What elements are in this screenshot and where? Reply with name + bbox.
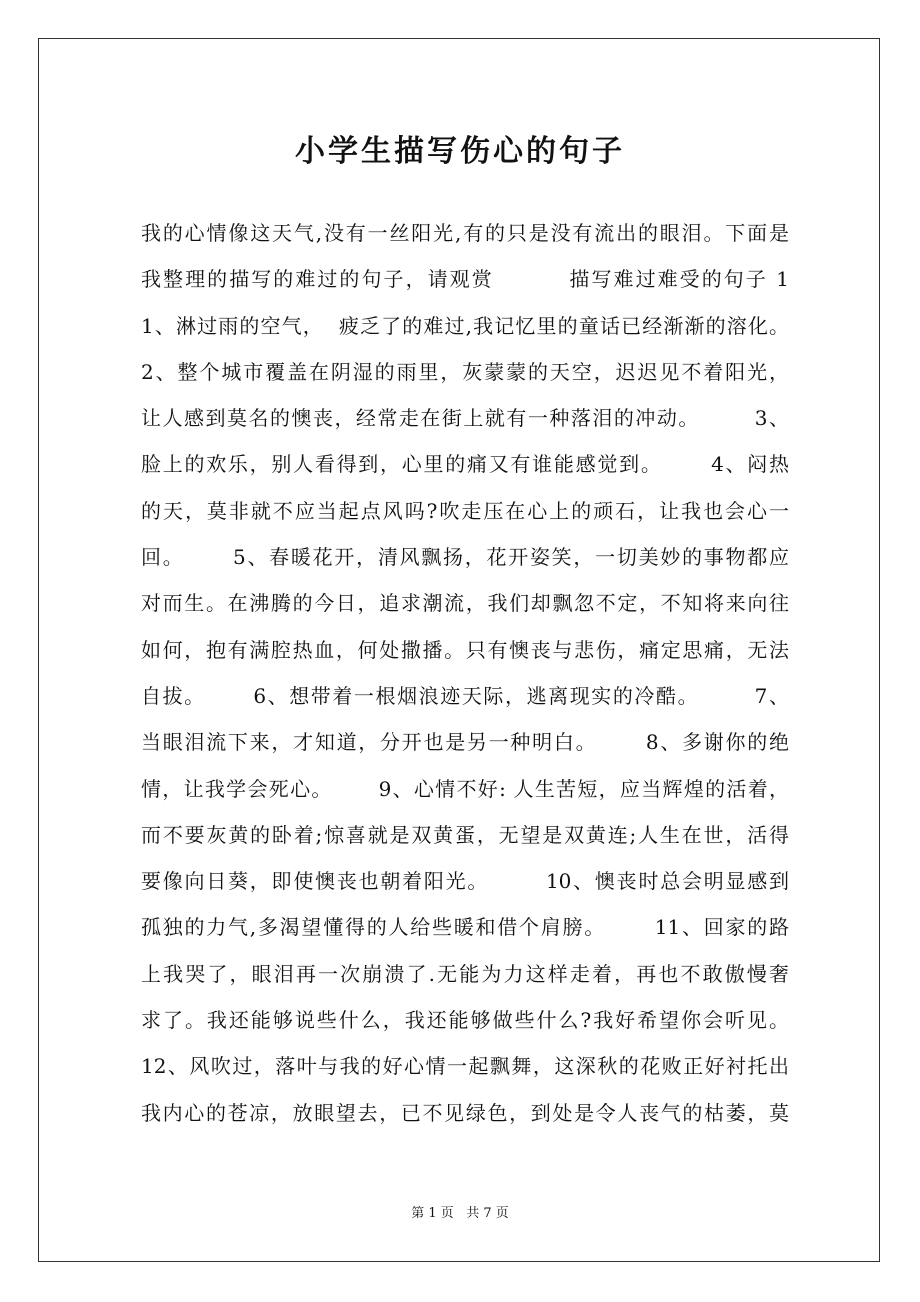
document-body — [141, 210, 789, 1136]
body-line: 我内心的苍凉，放眼望去，已不见绿色，到处是令人丧气的枯萎，莫 — [141, 1100, 789, 1125]
body-line: 情，让我学会死心。 9、心情不好: 人生苦短，应当辉煌的活着， — [141, 776, 789, 801]
body-line: 上我哭了，眼泪再一次崩溃了.无能为力这样走着，再也不敢傲慢奢 — [141, 961, 789, 986]
body-line: 12、风吹过，落叶与我的好心情一起飘舞，这深秋的花败正好衬托出 — [141, 1054, 789, 1079]
body-line: 回。 5、春暖花开，清风飘扬，花开姿笑，一切美妙的事物都应 — [141, 545, 789, 570]
body-line: 要像向日葵，即使懊丧也朝着阳光。 10、懊丧时总会明显感到 — [141, 869, 789, 894]
body-line: 我的心情像这天气,没有一丝阳光,有的只是没有流出的眼泪。下面是 — [141, 221, 789, 245]
page-total: 共 7 页 — [466, 1206, 509, 1221]
body-line: 1、淋过雨的空气， 疲乏了的难过,我记忆里的童话已经渐渐的溶化。 — [141, 313, 789, 338]
body-line: 让人感到莫名的懊丧，经常走在街上就有一种落泪的冲动。 3、 — [141, 406, 789, 431]
body-line: 自拔。 6、想带着一根烟浪迹天际，逃离现实的冷酷。 7、 — [141, 683, 789, 708]
body-line: 的天，莫非就不应当起点风吗?吹走压在心上的顽石，让我也会心一 — [141, 498, 789, 523]
body-line: 当眼泪流下来，才知道，分开也是另一种明白。 8、多谢你的绝 — [141, 730, 789, 755]
body-line: 求了。我还能够说些什么，我还能够做些什么?我好希望你会听见。 — [141, 1008, 789, 1033]
body-line: 脸上的欢乐，别人看得到，心里的痛又有谁能感觉到。 4、闷热 — [141, 452, 789, 477]
body-line: 孤独的力气,多渴望懂得的人给些暖和借个肩膀。 11、回家的路 — [141, 915, 789, 940]
body-line: 对而生。在沸腾的今日，追求潮流，我们却飘忽不定，不知将来向往 — [141, 591, 789, 616]
body-line: 2、整个城市覆盖在阴湿的雨里，灰蒙蒙的天空，迟迟见不着阳光， — [141, 359, 789, 384]
page-number: 第 1 页 — [411, 1206, 454, 1221]
body-line: 而不要灰黄的卧着;惊喜就是双黄蛋，无望是双黄连;人生在世，活得 — [141, 822, 789, 847]
body-line: 如何，抱有满腔热血，何处撒播。只有懊丧与悲伤，痛定思痛，无法 — [141, 637, 789, 662]
page-footer — [0, 1205, 920, 1223]
document-title: 小学生描写伤心的句子 — [295, 134, 625, 169]
body-line: 我整理的描写的难过的句子，请观赏 描写难过难受的句子 1 — [141, 267, 789, 292]
